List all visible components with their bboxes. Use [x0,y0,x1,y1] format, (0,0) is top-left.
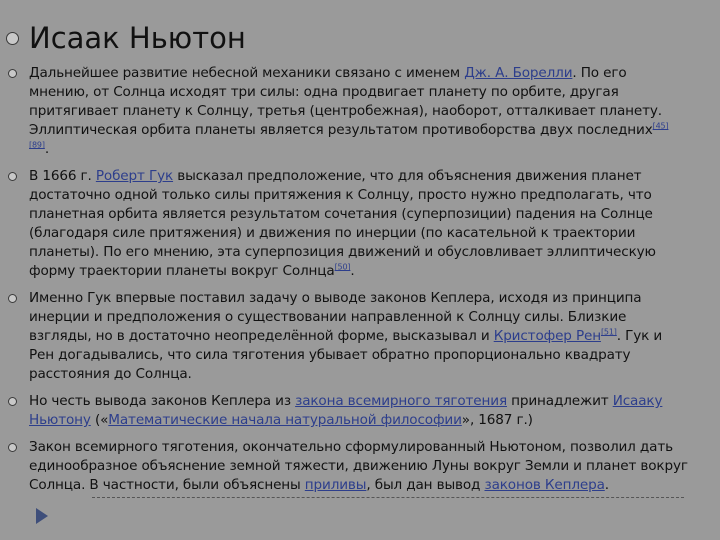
text-span: . Гук и Рен догадывались, что сила тяготения убывает обратно пропорционально квадрату расстояния до Солнца. [29,328,663,382]
reference-link[interactable]: [89] [29,140,45,150]
text-span: , был дан вывод [366,477,485,493]
text-span: Но честь вывода законов Кеплера из [29,393,296,409]
text-span: . [44,141,49,157]
next-slide-arrow-icon[interactable] [36,508,48,524]
link-hooke[interactable]: Роберт Гук [95,168,174,184]
paragraph [29,392,688,430]
paragraph [29,438,688,495]
reference-link[interactable]: [50] [334,262,351,272]
link-borelli[interactable]: Дж. А. Борелли [464,65,573,81]
bullet-icon [8,69,17,78]
footer-divider [92,497,684,498]
link-gravitation-law[interactable]: закона всемирного тяготения [295,393,507,409]
bullet-icon [8,443,17,452]
bullet-list [8,64,688,503]
text-span: », 1687 г.) [461,412,533,428]
bullet-icon [8,397,17,406]
text-span: высказал предположение, что для объяснения движения планет достаточно одной только силы притяжения к Солнцу, просто нужно предполагать, что планетная орбита является результатом сочетания (суперпозиции) падения на Солнце (благодаря силе притяжения) и движения по инерции (по касательной к траектории планеты). По его мнению, эта суперпозиция движений и обусловливает эллиптическую форму траектории планеты вокруг Солнца [29,168,656,279]
reference-link[interactable]: [45] [652,121,669,131]
paragraph [29,64,688,159]
text-span: . [350,263,355,279]
text-span: принадлежит [506,393,613,409]
link-tides[interactable]: приливы [304,477,367,493]
text-span: Дальнейшее развитие небесной механики связано с именем [29,65,465,81]
reference-link[interactable]: [51] [600,327,617,337]
text-span: Закон всемирного тяготения, окончательно сформулированный Ньютоном, позволил дать единообразное объяснение земной тяжести, движению Луны вокруг Земли и планет вокруг Солнца. В частности, были объяснены [29,439,688,493]
bullet-icon [8,294,17,303]
list-item [8,167,688,281]
bullet-icon [8,172,17,181]
link-newton[interactable]: Исааку Ньютону [29,393,663,428]
paragraph [29,289,688,384]
text-span: . [604,477,609,493]
bullet-icon [6,32,19,45]
text-span: В 1666 г. [29,168,96,184]
slide-title: Исаак Ньютон [29,21,246,55]
list-item [8,64,688,159]
text-span: . По его мнению, от Солнца исходят три силы: одна продвигает планету по орбите, другая притягивает планету к Солнцу, третья (центробежная), наоборот, отталкивает планету. Эллиптическая орбита планеты является результатом противоборства двух последних [29,65,662,138]
link-kepler-laws[interactable]: законов Кеплера [484,477,605,493]
text-span: (« [90,412,109,428]
link-principia[interactable]: Математические начала натуральной философии [108,412,462,428]
link-wren[interactable]: Кристофер Рен [493,328,601,344]
list-item [8,438,688,495]
text-span: Именно Гук впервые поставил задачу о выводе законов Кеплера, исходя из принципа инерции и предположения о существовании направленной к Солнцу силы. Близкие взгляды, но в достаточно неопределённой форме, высказывал и [29,290,642,344]
title-row [6,20,246,56]
list-item [8,392,688,430]
list-item [8,289,688,384]
paragraph [29,167,688,281]
